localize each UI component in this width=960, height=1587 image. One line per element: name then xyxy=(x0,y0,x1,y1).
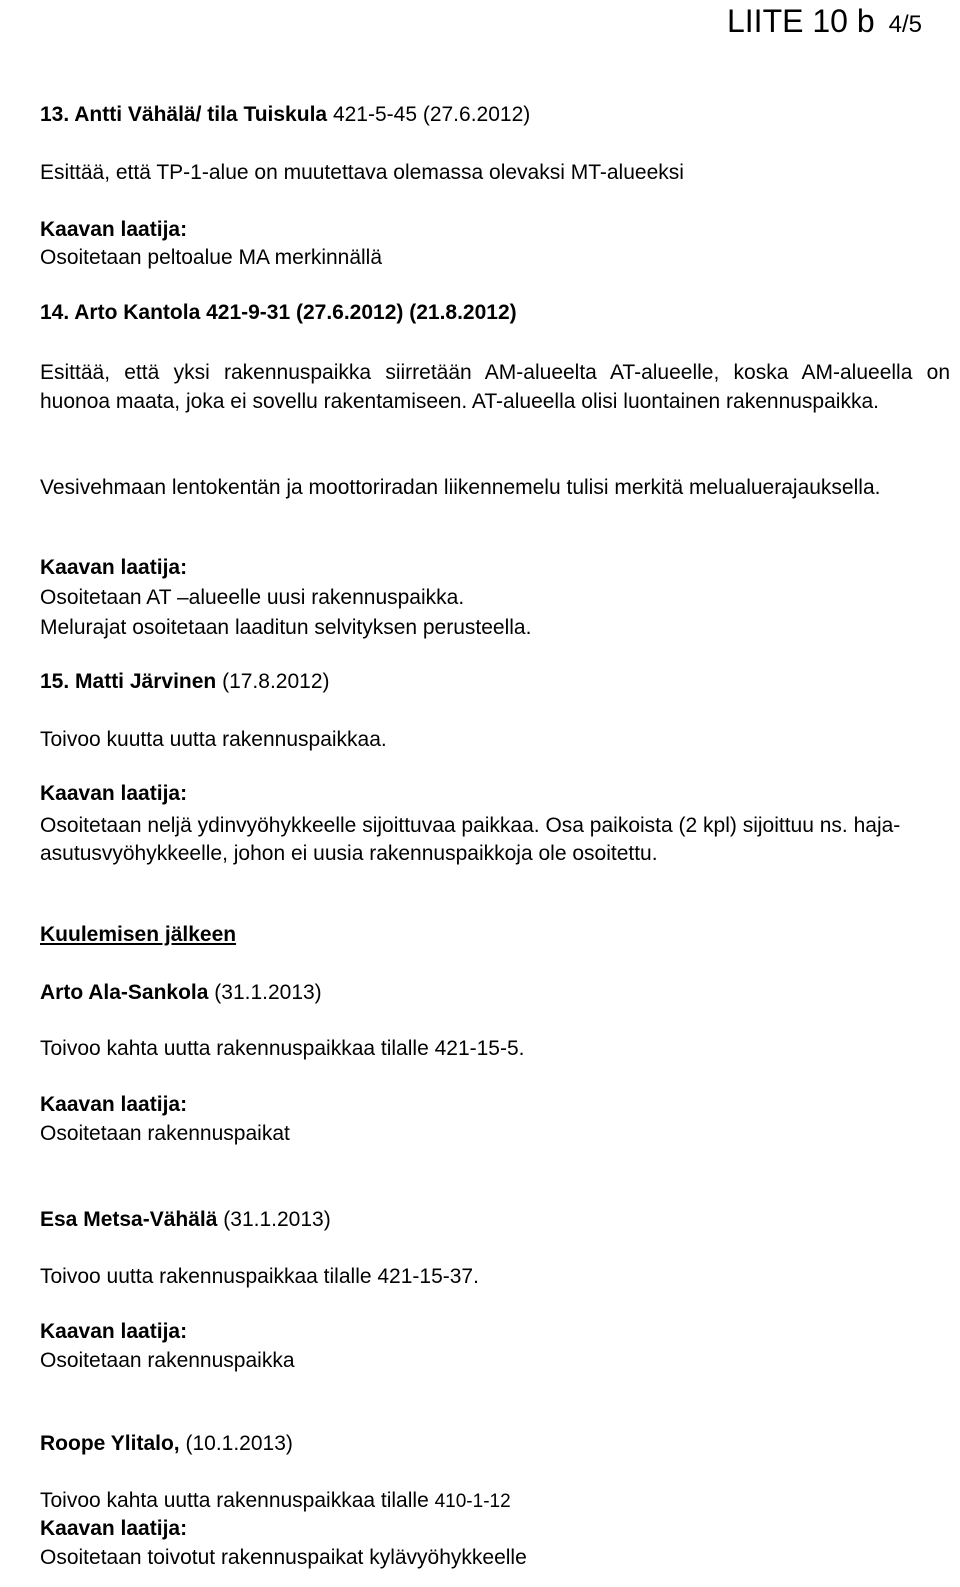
item-14-request-2: Vesivehmaan lentokentän ja moottoriradan liikennemelu tulisi merkitä melualuerajauksella. xyxy=(40,476,881,499)
item-13-planner-label: Kaavan laatija: xyxy=(40,218,188,241)
after-3-parcel: 410-1-12 xyxy=(434,1491,511,1512)
after-2-planner-label: Kaavan laatija: xyxy=(40,1320,188,1343)
section-heading: Kuulemisen jälkeen xyxy=(40,923,237,946)
item-15-heading xyxy=(40,669,330,695)
item-14-heading: 14. Arto Kantola 421-9-31 (27.6.2012) (21.8.2012) xyxy=(40,301,517,324)
item-13-heading-tail: 421-5-45 (27.6.2012) xyxy=(332,103,531,126)
after-1-response: Osoitetaan rakennuspaikat xyxy=(40,1122,290,1145)
item-14-request: Esittää, että yksi rakennuspaikka siirretään AM-alueelta AT-alueelle, koska AM-alueella on huonoa maata, joka ei sovellu rakentamiseen. AT-alueella olisi luontainen rakennuspaikka. xyxy=(40,361,950,413)
after-3-response: Osoitetaan toivotut rakennuspaikat kylävyöhykkeelle xyxy=(40,1546,527,1569)
page-header xyxy=(727,2,922,44)
after-3-request-text: Toivoo kahta uutta rakennuspaikkaa tilalle xyxy=(40,1489,429,1512)
item-15-date: (17.8.2012) xyxy=(222,670,330,693)
item-13-request: Esittää, että TP-1-alue on muutettava olemassa olevaksi MT-alueeksi xyxy=(40,161,684,184)
item-13-heading xyxy=(40,102,530,128)
after-2-heading xyxy=(40,1207,331,1233)
item-14-response-1: Osoitetaan AT –alueelle uusi rakennuspaikka. xyxy=(40,586,465,609)
after-1-date: (31.1.2013) xyxy=(214,981,322,1004)
after-1-request: Toivoo kahta uutta rakennuspaikkaa tilalle 421-15-5. xyxy=(40,1037,525,1060)
item-15-response: Osoitetaan neljä ydinvyöhykkeelle sijoittuvaa paikkaa. Osa paikoista (2 kpl) sijoittuu ns. haja-asutusvyöhykkeelle, johon ei uusia rakennuspaikkoja ole osoitettu. xyxy=(40,814,901,865)
after-2-response: Osoitetaan rakennuspaikka xyxy=(40,1349,295,1372)
after-3-date: (10.1.2013) xyxy=(185,1432,293,1455)
after-1-planner-label: Kaavan laatija: xyxy=(40,1093,188,1116)
appendix-title: LIITE 10 b xyxy=(726,3,875,39)
after-2-date: (31.1.2013) xyxy=(223,1208,331,1231)
after-1-name: Arto Ala-Sankola xyxy=(40,981,209,1004)
after-3-name: Roope Ylitalo, xyxy=(40,1432,180,1455)
item-15-request: Toivoo kuutta uutta rakennuspaikkaa. xyxy=(40,728,387,751)
after-3-planner-label: Kaavan laatija: xyxy=(40,1517,188,1540)
after-3-request xyxy=(40,1488,511,1515)
item-13-response: Osoitetaan peltoalue MA merkinnällä xyxy=(40,246,383,269)
after-2-request: Toivoo uutta rakennuspaikkaa tilalle 421-15-37. xyxy=(40,1265,479,1288)
item-15-planner-label: Kaavan laatija: xyxy=(40,782,188,805)
item-14-planner-label: Kaavan laatija: xyxy=(40,556,188,579)
page-number: 4/5 xyxy=(888,11,922,38)
item-14-response-2: Melurajat osoitetaan laaditun selvityksen perusteella. xyxy=(40,616,532,639)
item-13-title: 13. Antti Vähälä/ tila Tuiskula xyxy=(40,103,328,126)
after-3-heading xyxy=(40,1431,293,1457)
after-2-name: Esa Metsa-Vähälä xyxy=(40,1208,218,1231)
item-15-title: 15. Matti Järvinen xyxy=(40,670,217,693)
after-1-heading xyxy=(40,980,322,1006)
